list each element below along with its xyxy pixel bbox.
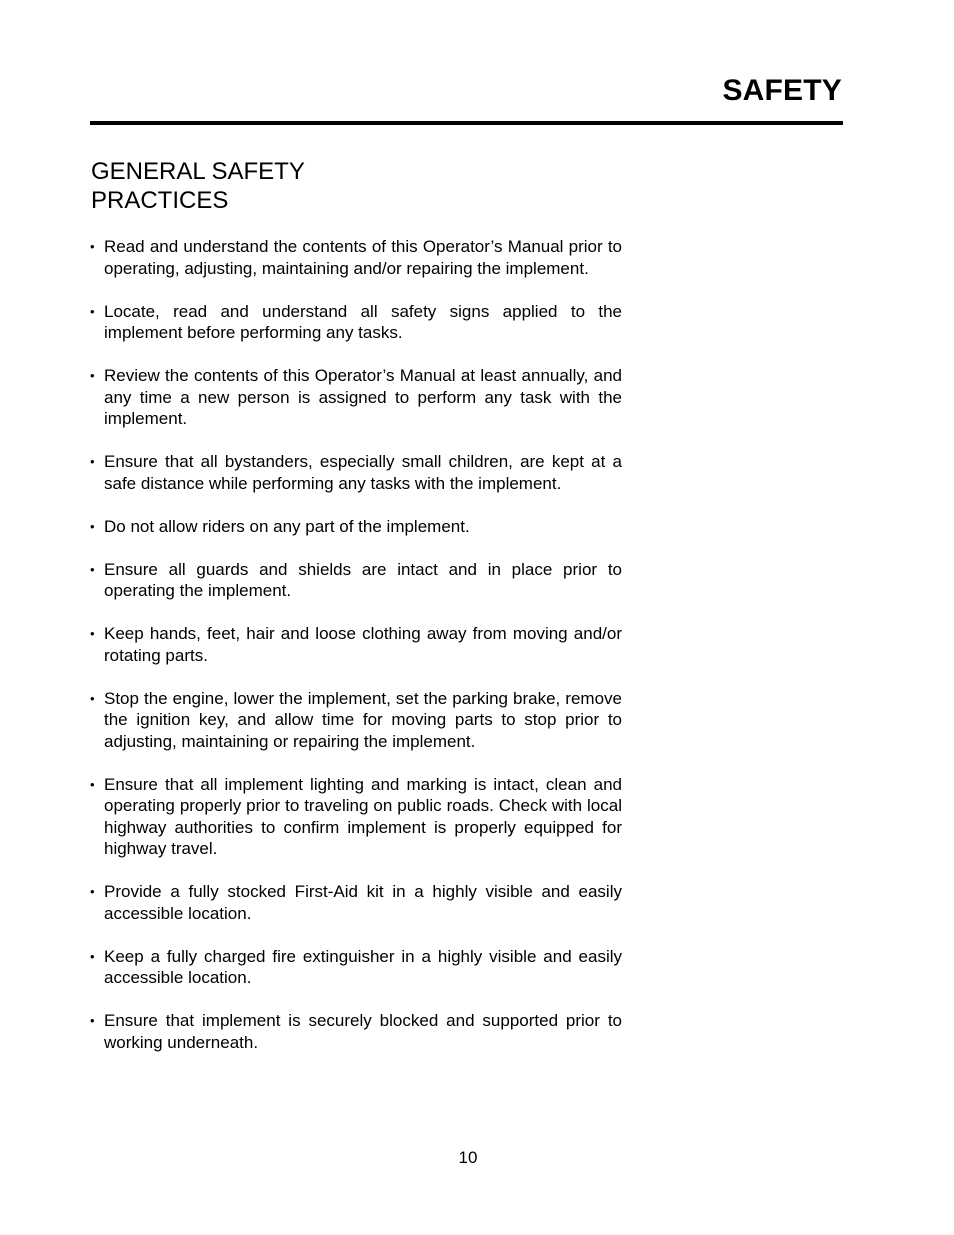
page-title: SAFETY xyxy=(722,74,842,107)
list-item xyxy=(90,623,622,666)
bullet-icon: • xyxy=(90,239,95,254)
section-heading-line-2: PRACTICES xyxy=(91,187,229,214)
list-item xyxy=(90,774,622,860)
list-item-text: Ensure that implement is securely blocked and supported prior to working underneath. xyxy=(104,1011,622,1052)
bullet-icon: • xyxy=(90,776,95,792)
list-item-text: Locate, read and understand all safety signs applied to the implement before performing any tasks. xyxy=(104,301,622,342)
list-item-text: Ensure that all implement lighting and marking is intact, clean and operating properly prior to traveling on public roads. Check with local highway authorities to confirm implement is properly equipped for highway travel. xyxy=(104,774,622,858)
list-item-text: Provide a fully stocked First-Aid kit in a highly visible and easily accessible location. xyxy=(104,882,622,923)
bullet-icon: • xyxy=(90,454,95,469)
list-item-text: Ensure all guards and shields are intact and in place prior to operating the implement. xyxy=(104,559,622,600)
list-item-text: Do not allow riders on any part of the implement. xyxy=(104,516,470,536)
list-item xyxy=(90,236,622,279)
page-number: 10 xyxy=(458,1148,478,1167)
list-item-text: Stop the engine, lower the implement, set the parking brake, remove the ignition key, and allow time for moving parts to stop prior to adjusting, maintaining or repairing the implement. xyxy=(104,688,622,751)
list-item xyxy=(90,881,622,924)
list-item-text: Ensure that all bystanders, especially small children, are kept at a safe distance while performing any tasks with the implement. xyxy=(104,452,622,493)
list-item xyxy=(90,365,622,430)
list-item xyxy=(90,1010,622,1053)
list-item-text: Review the contents of this Operator’s Manual at least annually, and any time a new person is assigned to perform any task with the implement. xyxy=(104,366,622,428)
list-item xyxy=(90,559,622,602)
section-heading-line-1: GENERAL SAFETY xyxy=(91,158,305,185)
bullet-icon: • xyxy=(90,884,95,899)
list-item-text: Keep a fully charged fire extinguisher in a highly visible and easily accessible location. xyxy=(104,946,622,987)
list-item xyxy=(90,451,622,494)
list-item xyxy=(90,946,622,989)
bullet-icon: • xyxy=(90,368,95,383)
bullet-icon: • xyxy=(90,518,95,534)
header-rule xyxy=(90,121,843,125)
bullet-icon: • xyxy=(90,948,95,964)
bullet-icon: • xyxy=(90,303,95,319)
list-item xyxy=(90,301,622,344)
safety-practices-list xyxy=(90,236,622,1075)
bullet-icon: • xyxy=(90,1013,95,1028)
list-item xyxy=(90,688,622,753)
bullet-icon: • xyxy=(90,626,95,641)
list-item-text: Keep hands, feet, hair and loose clothing away from moving and/or rotating parts. xyxy=(104,624,622,665)
list-item xyxy=(90,516,622,538)
list-item-text: Read and understand the contents of this Operator’s Manual prior to operating, adjusting, maintaining and/or repairing the implement. xyxy=(104,237,622,278)
bullet-icon: • xyxy=(90,561,95,577)
section-heading xyxy=(91,157,391,215)
bullet-icon: • xyxy=(90,690,95,706)
